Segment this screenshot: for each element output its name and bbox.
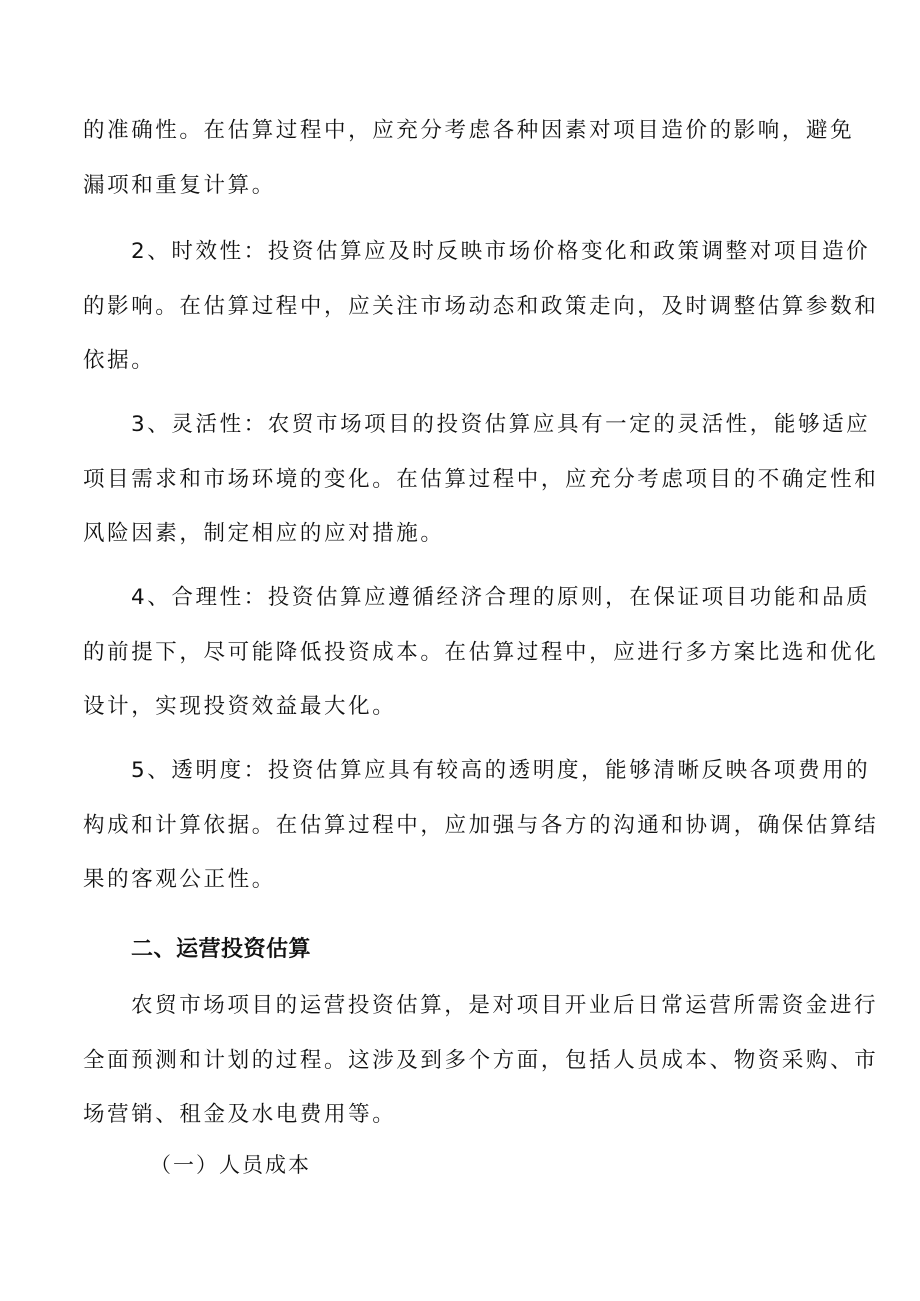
paragraph-line: 农贸市场项目的运营投资估算，是对项目开业后日常运营所需资金进行: [131, 993, 879, 1018]
paragraph-line: 的准确性。在估算过程中，应充分考虑各种因素对项目造价的影响，避免: [83, 118, 855, 143]
paragraph-line: 的影响。在估算过程中，应关注市场动态和政策走向，及时调整估算参数和: [83, 294, 879, 319]
paragraph-line: 构成和计算依据。在估算过程中，应加强与各方的沟通和协调，确保估算结: [83, 813, 879, 838]
paragraph-line: 设计，实现投资效益最大化。: [83, 694, 397, 719]
paragraph-line: 果的客观公正性。: [83, 867, 276, 892]
paragraph-line: 5、透明度：投资估算应具有较高的透明度，能够清晰反映各项费用的: [131, 758, 871, 783]
paragraph-line: 漏项和重复计算。: [83, 173, 276, 198]
paragraph-line: 4、合理性：投资估算应遵循经济合理的原则，在保证项目功能和品质: [131, 585, 871, 610]
paragraph-line: 的前提下，尽可能降低投资成本。在估算过程中，应进行多方案比选和优化: [83, 640, 879, 665]
section-heading: 二、运营投资估算: [131, 937, 312, 962]
paragraph-line: 风险因素，制定相应的应对措施。: [83, 521, 445, 546]
subsection-heading: （一）人员成本: [150, 1153, 311, 1177]
paragraph-line: 2、时效性：投资估算应及时反映市场价格变化和政策调整对项目造价: [131, 239, 871, 264]
paragraph-line: 3、灵活性：农贸市场项目的投资估算应具有一定的灵活性，能够适应: [131, 412, 871, 437]
paragraph-line: 项目需求和市场环境的变化。在估算过程中，应充分考虑项目的不确定性和: [83, 467, 879, 492]
paragraph-line: 场营销、租金及水电费用等。: [83, 1102, 397, 1127]
paragraph-line: 依据。: [83, 348, 156, 373]
paragraph-line: 全面预测和计划的过程。这涉及到多个方面，包括人员成本、物资采购、市: [83, 1048, 879, 1073]
